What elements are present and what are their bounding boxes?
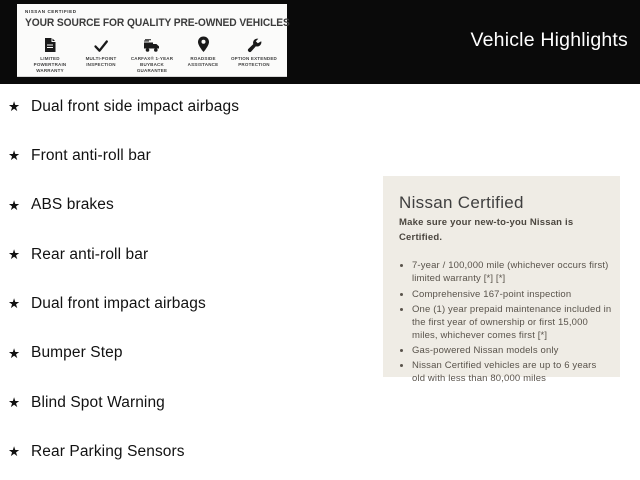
list-item: • One (1) year prepaid maintenance included in the first year of ownership or first 15,000 miles, whichever comes first [*] — [412, 304, 612, 342]
list-item — [8, 230, 378, 279]
certified-benefits-list — [399, 260, 612, 385]
star-bullet-icon: ★ — [8, 296, 21, 312]
benefit-label: CARFAX® 1-YEAR BUYBACK GUARANTEE — [130, 56, 174, 74]
feature-label: Rear Parking Sensors — [31, 443, 185, 461]
benefit-icon-row — [25, 36, 279, 74]
list-item — [8, 131, 378, 180]
benefit-label: ROADSIDE ASSISTANCE — [187, 56, 219, 68]
star-bullet-icon: ★ — [8, 394, 21, 410]
benefit-label: LIMITED POWERTRAIN WARRANTY — [33, 56, 67, 74]
benefit-limited-powertrain-warranty — [25, 36, 75, 74]
feature-label: ABS brakes — [31, 196, 114, 214]
benefit-option-extended-protection — [229, 36, 279, 74]
feature-label: Dual front impact airbags — [31, 295, 206, 313]
list-item — [8, 82, 378, 131]
list-item — [8, 378, 378, 427]
feature-label: Dual front side impact airbags — [31, 97, 240, 115]
certified-box-title: Nissan Certified — [399, 193, 524, 212]
star-bullet-icon: ★ — [8, 345, 21, 361]
star-bullet-icon: ★ — [8, 98, 21, 114]
benefit-label: MULTI-POINT INSPECTION — [85, 56, 117, 68]
nissan-certified-info-box — [383, 176, 620, 384]
star-bullet-icon: ★ — [8, 197, 21, 213]
feature-label: Blind Spot Warning — [31, 393, 165, 411]
feature-label: Bumper Step — [31, 344, 123, 362]
certified-box-subtitle: Make sure your new-to-you Nissan is Certified. — [399, 217, 574, 243]
list-item: • Comprehensive 167-point inspection — [412, 289, 612, 302]
list-item: • Gas-powered Nissan models only — [412, 345, 612, 358]
buyback-truck-icon — [143, 36, 161, 53]
nissan-certified-banner — [17, 4, 290, 77]
vehicle-features-list — [8, 82, 378, 477]
feature-label: Front anti-roll bar — [31, 147, 151, 165]
list-item — [8, 329, 378, 378]
star-bullet-icon: ★ — [8, 148, 21, 164]
list-item — [8, 279, 378, 328]
warranty-document-icon — [43, 36, 57, 53]
list-item: • Nissan Certified vehicles are up to 6 years old with less than 80,000 miles — [412, 360, 612, 386]
vehicle-highlights-header — [0, 0, 640, 84]
benefit-roadside-assistance — [178, 36, 228, 74]
checkmark-icon — [93, 36, 109, 53]
page-title: Vehicle Highlights — [470, 29, 628, 51]
feature-label: Rear anti-roll bar — [31, 245, 149, 263]
banner-headline: YOUR SOURCE FOR QUALITY PRE-OWNED VEHICLES — [25, 17, 290, 29]
benefit-multi-point-inspection — [76, 36, 126, 74]
star-bullet-icon: ★ — [8, 246, 21, 262]
wrench-icon — [247, 36, 262, 53]
benefit-carfax-buyback — [127, 36, 177, 74]
location-pin-icon — [197, 36, 210, 53]
benefit-label: OPTION EXTENDED PROTECTION — [230, 56, 277, 68]
banner-eyebrow: NISSAN CERTIFIED — [25, 9, 77, 14]
list-item — [8, 427, 378, 476]
star-bullet-icon: ★ — [8, 444, 21, 460]
list-item — [8, 181, 378, 230]
list-item: • 7-year / 100,000 mile (whichever occurs first) limited warranty [*] [*] — [412, 260, 612, 286]
